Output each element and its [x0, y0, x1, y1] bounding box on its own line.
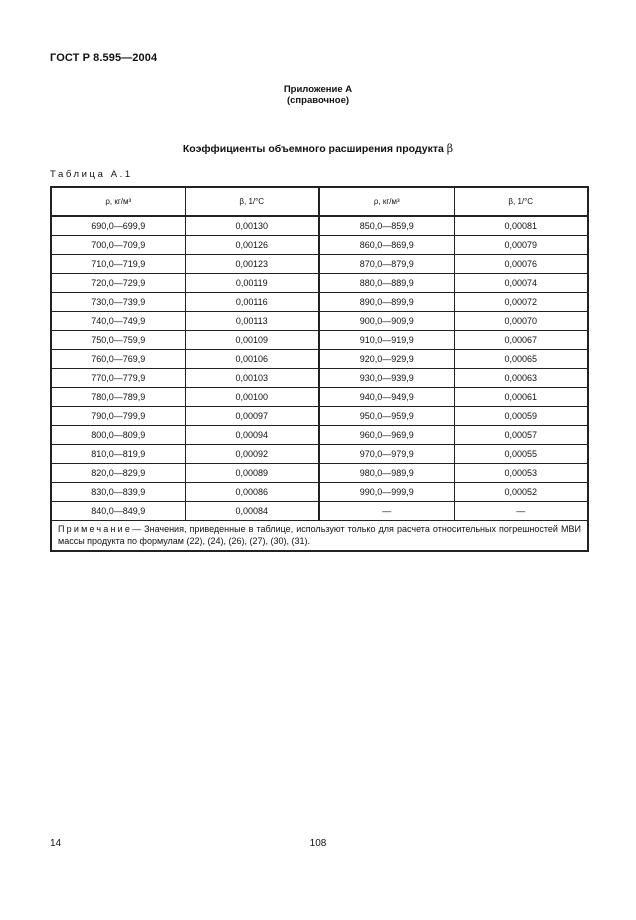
section-title	[0, 142, 636, 155]
table-cell: 0,00097	[185, 407, 319, 426]
table-note	[51, 521, 588, 552]
table-cell: 730,0—739,9	[51, 293, 185, 312]
table-cell: 0,00070	[454, 312, 588, 331]
table-cell: 0,00063	[454, 369, 588, 388]
table-cell: —	[319, 502, 454, 521]
table-cell: 750,0—759,9	[51, 331, 185, 350]
table-cell: 950,0—959,9	[319, 407, 454, 426]
table-row	[51, 464, 588, 483]
table-row	[51, 331, 588, 350]
table-cell: 0,00059	[454, 407, 588, 426]
table-cell: 0,00067	[454, 331, 588, 350]
table-cell: 990,0—999,9	[319, 483, 454, 502]
document-code: ГОСТ Р 8.595—2004	[50, 52, 158, 64]
table-cell: 800,0—809,9	[51, 426, 185, 445]
page-number-center: 108	[309, 838, 327, 849]
header-beta-2: β, 1/°С	[454, 187, 588, 216]
table-cell: 910,0—919,9	[319, 331, 454, 350]
table-row	[51, 236, 588, 255]
table-cell: 0,00130	[185, 216, 319, 236]
table-label: Таблица А.1	[50, 169, 133, 180]
table-row	[51, 407, 588, 426]
table-cell: 780,0—789,9	[51, 388, 185, 407]
table-cell: 0,00053	[454, 464, 588, 483]
table-cell: 980,0—989,9	[319, 464, 454, 483]
table-row	[51, 216, 588, 236]
table-row	[51, 483, 588, 502]
table-cell: 710,0—719,9	[51, 255, 185, 274]
table-row	[51, 445, 588, 464]
table-cell: 700,0—709,9	[51, 236, 185, 255]
table-cell: 830,0—839,9	[51, 483, 185, 502]
table-cell: 770,0—779,9	[51, 369, 185, 388]
note-label: Примечание	[58, 524, 133, 534]
table-cell: —	[454, 502, 588, 521]
table-cell: 790,0—799,9	[51, 407, 185, 426]
table-row	[51, 350, 588, 369]
table-cell: 930,0—939,9	[319, 369, 454, 388]
table-cell: 0,00061	[454, 388, 588, 407]
note-text: — Значения, приведенные в таблице, используют только для расчета относительных погрешностей МВИ массы продукта по формулам (22), (24), (26), (27), (30), (31).	[58, 524, 581, 546]
table-cell: 0,00081	[454, 216, 588, 236]
table-cell: 740,0—749,9	[51, 312, 185, 331]
table-cell: 0,00065	[454, 350, 588, 369]
table-cell: 0,00086	[185, 483, 319, 502]
table-cell: 860,0—869,9	[319, 236, 454, 255]
table-cell: 0,00052	[454, 483, 588, 502]
table-row	[51, 388, 588, 407]
table-cell: 880,0—889,9	[319, 274, 454, 293]
table-cell: 0,00079	[454, 236, 588, 255]
table-cell: 890,0—899,9	[319, 293, 454, 312]
page-number-left: 14	[50, 838, 62, 849]
header-density-2: ρ, кг/м³	[319, 187, 454, 216]
table-cell: 0,00072	[454, 293, 588, 312]
table-cell: 0,00116	[185, 293, 319, 312]
table-cell: 0,00092	[185, 445, 319, 464]
table-cell: 0,00094	[185, 426, 319, 445]
table-cell: 850,0—859,9	[319, 216, 454, 236]
table-row	[51, 502, 588, 521]
table-cell: 920,0—929,9	[319, 350, 454, 369]
table-cell: 0,00089	[185, 464, 319, 483]
table-cell: 0,00074	[454, 274, 588, 293]
table-cell: 900,0—909,9	[319, 312, 454, 331]
table-row	[51, 312, 588, 331]
table-row	[51, 255, 588, 274]
beta-symbol: β	[446, 142, 454, 155]
table-cell: 760,0—769,9	[51, 350, 185, 369]
table-cell: 0,00106	[185, 350, 319, 369]
table-cell: 0,00109	[185, 331, 319, 350]
table-cell: 810,0—819,9	[51, 445, 185, 464]
table-row	[51, 274, 588, 293]
table-row	[51, 426, 588, 445]
table-cell: 0,00126	[185, 236, 319, 255]
table-cell: 0,00119	[185, 274, 319, 293]
table-cell: 840,0—849,9	[51, 502, 185, 521]
table-cell: 970,0—979,9	[319, 445, 454, 464]
table-row	[51, 369, 588, 388]
table-cell: 720,0—729,9	[51, 274, 185, 293]
table-cell: 940,0—949,9	[319, 388, 454, 407]
appendix-subtitle: (справочное)	[286, 95, 350, 106]
table-cell: 0,00057	[454, 426, 588, 445]
table-cell: 820,0—829,9	[51, 464, 185, 483]
appendix-title: Приложение А	[283, 84, 353, 95]
table-row	[51, 293, 588, 312]
table-cell: 0,00113	[185, 312, 319, 331]
table-cell: 0,00076	[454, 255, 588, 274]
table-cell: 0,00084	[185, 502, 319, 521]
appendix-heading	[0, 84, 636, 106]
table-cell: 0,00055	[454, 445, 588, 464]
table-cell: 0,00103	[185, 369, 319, 388]
table-cell: 690,0—699,9	[51, 216, 185, 236]
table-header-row	[51, 187, 588, 216]
table-cell: 0,00123	[185, 255, 319, 274]
header-density-1: ρ, кг/м³	[51, 187, 185, 216]
table-cell: 870,0—879,9	[319, 255, 454, 274]
table-cell: 0,00100	[185, 388, 319, 407]
section-title-text: Коэффициенты объемного расширения продукта	[182, 143, 444, 155]
coefficients-table	[50, 186, 587, 552]
table-note-row	[51, 521, 588, 552]
header-beta-1: β, 1/°С	[185, 187, 319, 216]
table-cell: 960,0—969,9	[319, 426, 454, 445]
